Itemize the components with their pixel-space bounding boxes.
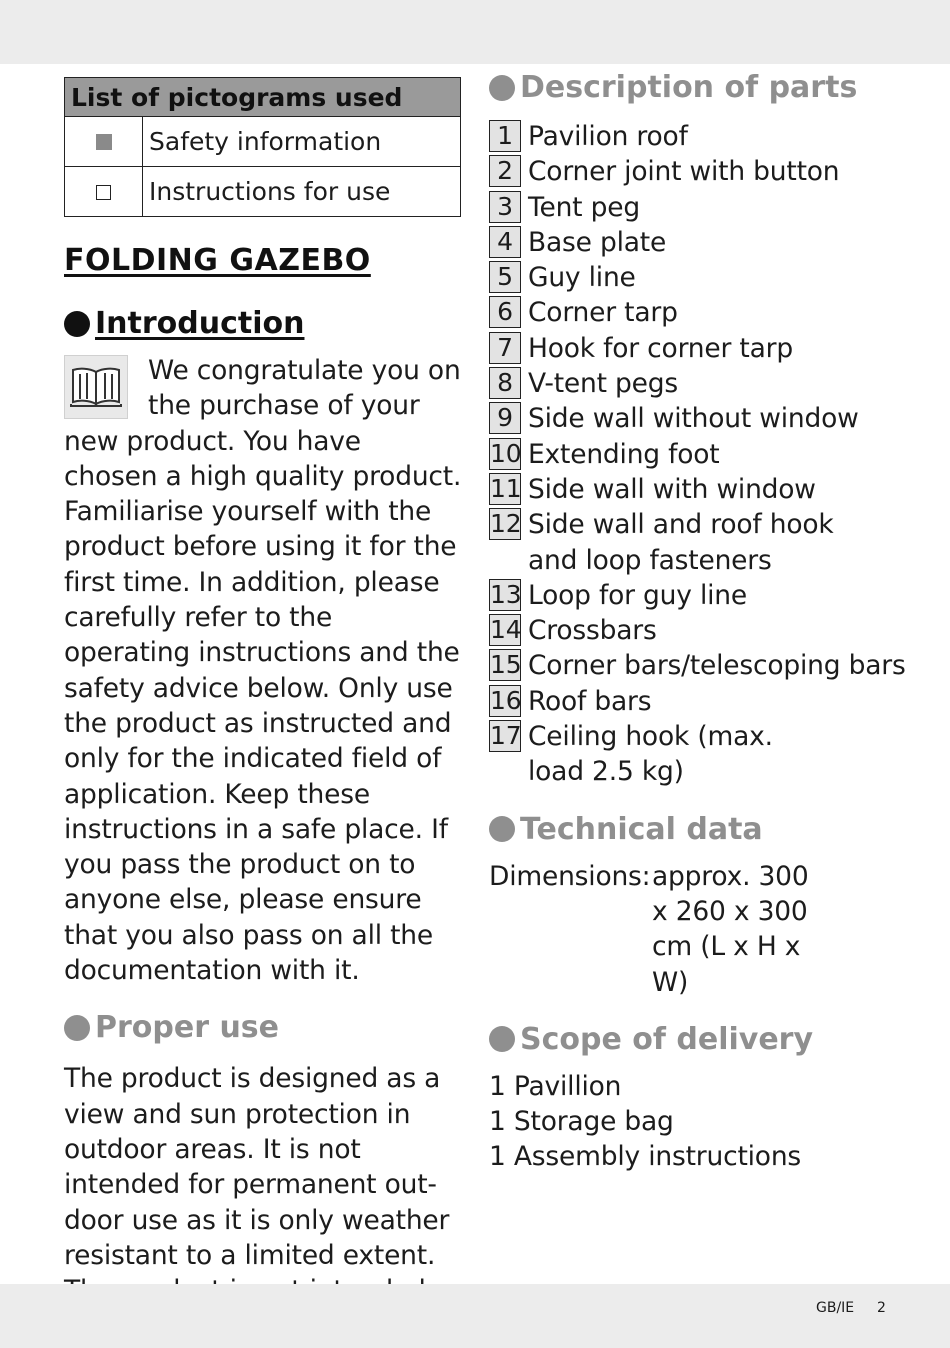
open-book-icon bbox=[64, 355, 128, 419]
part-label: Side wall and roof hook and loop fasteners bbox=[528, 509, 834, 576]
pictogram-table-header: List of pictograms used bbox=[65, 78, 461, 117]
introduction-section bbox=[64, 353, 462, 988]
bullet-dot-icon bbox=[489, 1026, 515, 1052]
list-item bbox=[489, 578, 909, 613]
part-number: 8 bbox=[489, 367, 521, 399]
part-number: 4 bbox=[489, 226, 521, 258]
part-label: Loop for guy line bbox=[528, 579, 747, 611]
part-label: Corner tarp bbox=[528, 297, 678, 329]
top-band bbox=[0, 0, 950, 64]
list-item bbox=[489, 507, 909, 578]
part-label: Corner joint with button bbox=[528, 156, 840, 188]
list-item bbox=[489, 154, 909, 189]
bullet-dot-icon bbox=[64, 1015, 90, 1041]
description-heading: Description of parts bbox=[489, 70, 909, 105]
parts-list bbox=[489, 119, 909, 790]
bottom-band bbox=[0, 1284, 950, 1348]
pictogram-label: Safety information bbox=[143, 117, 461, 167]
right-column bbox=[489, 70, 909, 1175]
part-number: 5 bbox=[489, 261, 521, 293]
table-row bbox=[65, 167, 461, 217]
delivery-list bbox=[489, 1069, 909, 1175]
footer-country-code: GB/IE bbox=[816, 1300, 855, 1316]
part-label: Guy line bbox=[528, 262, 636, 294]
left-column bbox=[64, 77, 462, 1344]
part-number: 14 bbox=[490, 615, 522, 645]
list-item bbox=[489, 613, 909, 648]
empty-square-icon bbox=[96, 185, 111, 200]
part-label: Roof bars bbox=[528, 685, 652, 717]
table-row bbox=[65, 117, 461, 167]
pictogram-table bbox=[64, 77, 461, 217]
part-number: 1 bbox=[489, 120, 521, 152]
list-item bbox=[489, 119, 909, 154]
list-item bbox=[489, 437, 909, 472]
part-label: Side wall without window bbox=[528, 403, 859, 435]
page-number: 2 bbox=[877, 1300, 886, 1316]
part-number: 16 bbox=[490, 685, 522, 715]
list-item bbox=[489, 366, 909, 401]
part-number: 9 bbox=[489, 402, 521, 434]
introduction-heading: Introduction bbox=[64, 306, 462, 341]
dimensions-value: approx. 300 x 260 x 300 cm (L x H x W) bbox=[652, 860, 809, 998]
list-item bbox=[489, 719, 909, 790]
part-number: 6 bbox=[489, 296, 521, 328]
part-label: Crossbars bbox=[528, 615, 657, 647]
introduction-text: We congratulate you on the purchase of your new product. You have chosen a high quality product. Familiarise yourself with the product before using it for the first time. In addition, please carefully refer to the operating instructions and the safety advice below. Only use the product as instructed and only for the indicated field of application. Keep these instructions in a safe place. If you pass the product on to anyone else, please ensure that you also pass on all the documentation with it. bbox=[64, 355, 462, 987]
part-label: Hook for corner tarp bbox=[528, 332, 793, 364]
list-item bbox=[489, 295, 909, 330]
list-item bbox=[489, 331, 909, 366]
list-item bbox=[489, 190, 909, 225]
pictogram-label: Instructions for use bbox=[143, 167, 461, 217]
part-number: 3 bbox=[489, 191, 521, 223]
part-label: Tent peg bbox=[528, 191, 640, 223]
part-number: 13 bbox=[490, 579, 522, 609]
part-number: 10 bbox=[490, 438, 522, 468]
list-item: 1 Storage bag bbox=[489, 1106, 674, 1138]
technical-data-heading: Technical data bbox=[489, 812, 909, 847]
part-label: Ceiling hook (max. load 2.5 kg) bbox=[528, 721, 773, 788]
scope-of-delivery-heading: Scope of delivery bbox=[489, 1022, 909, 1057]
list-item bbox=[489, 260, 909, 295]
list-item: 1 Pavillion bbox=[489, 1070, 622, 1102]
filled-square-icon bbox=[96, 134, 112, 150]
part-label: Side wall with window bbox=[528, 473, 816, 505]
bullet-dot-icon bbox=[489, 75, 515, 101]
bullet-dot-icon bbox=[64, 311, 90, 337]
dimensions-label: Dimensions: bbox=[489, 860, 651, 892]
part-number: 15 bbox=[490, 650, 522, 680]
part-number: 17 bbox=[490, 721, 522, 751]
dimensions-row bbox=[489, 859, 909, 1000]
part-number: 11 bbox=[490, 473, 522, 503]
proper-use-heading: Proper use bbox=[64, 1010, 462, 1045]
proper-use-text: The product is designed as a view and sun protection in outdoor areas. It is not intended for permanent out-door use as it is only weather resistant to a limited extent. bbox=[64, 1063, 450, 1271]
list-item bbox=[489, 225, 909, 260]
bullet-dot-icon bbox=[489, 816, 515, 842]
list-item bbox=[489, 684, 909, 719]
part-label: V-tent pegs bbox=[528, 368, 678, 400]
part-number: 12 bbox=[490, 509, 522, 539]
list-item bbox=[489, 401, 909, 436]
part-number: 2 bbox=[489, 155, 521, 187]
page-title: FOLDING GAZEBO bbox=[64, 243, 371, 278]
part-label: Pavilion roof bbox=[528, 121, 688, 152]
list-item bbox=[489, 472, 909, 507]
list-item: 1 Assembly instructions bbox=[489, 1141, 802, 1173]
part-label: Base plate bbox=[528, 226, 667, 258]
part-number: 7 bbox=[489, 332, 521, 364]
part-label: Extending foot bbox=[528, 438, 720, 470]
part-label: Corner bars/telescoping bars bbox=[528, 650, 906, 682]
list-item bbox=[489, 648, 909, 683]
